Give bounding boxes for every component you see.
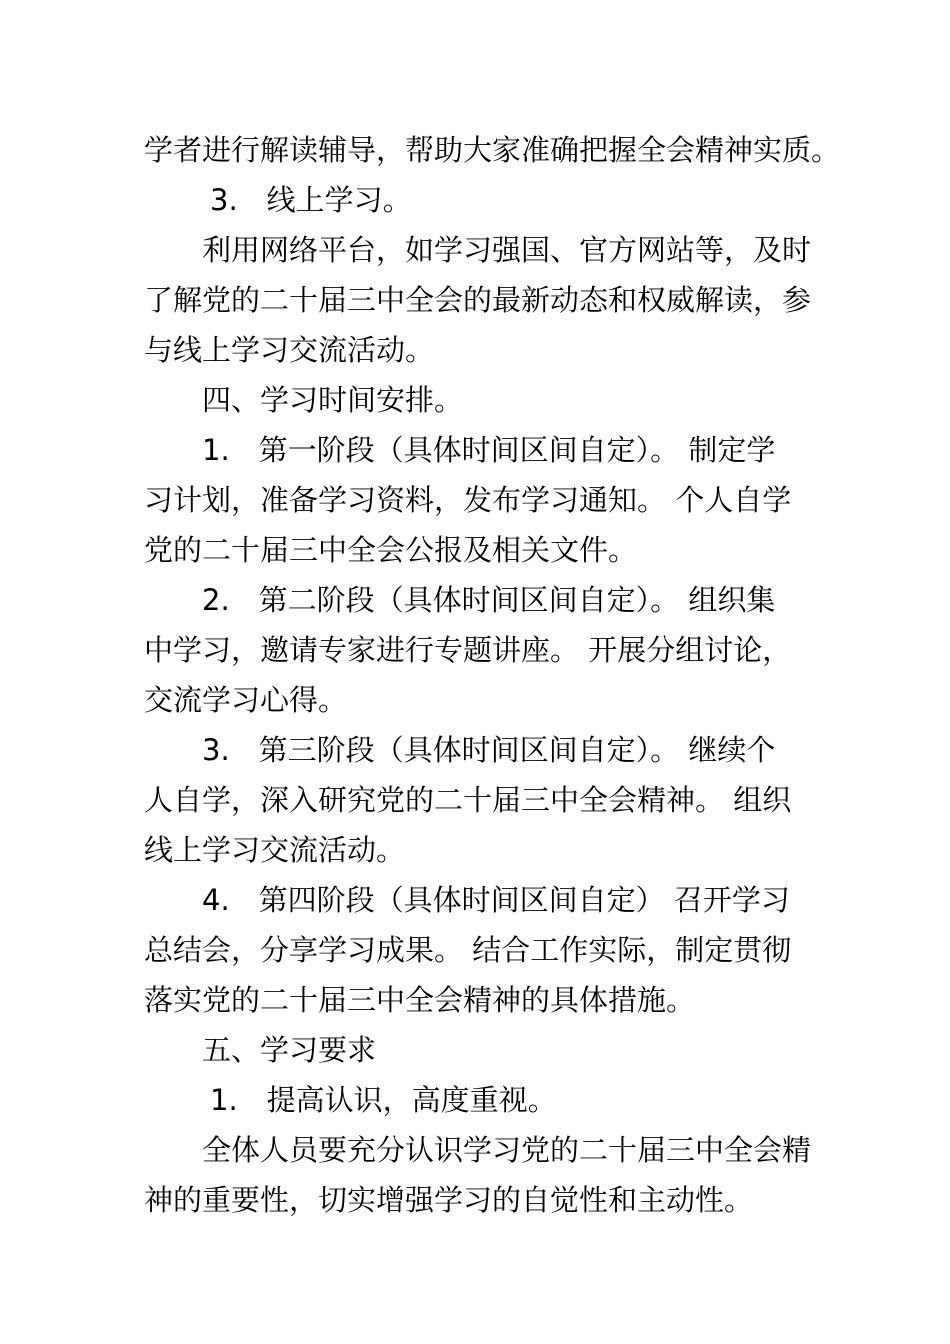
text-line: 了解党的二十届三中全会的最新动态和权威解读，参 bbox=[144, 283, 812, 317]
text-line: 总结会，分享学习成果。 结合工作实际，制定贯彻 bbox=[144, 933, 792, 967]
text-line: 1. 第一阶段（具体时间区间自定）。 制定学 bbox=[202, 433, 776, 467]
text-line: 2. 第二阶段（具体时间区间自定）。 组织集 bbox=[202, 583, 776, 617]
section-heading: 四、学习时间安排。 bbox=[202, 383, 464, 417]
text-line: 落实党的二十届三中全会精神的具体措施。 bbox=[144, 983, 696, 1017]
text-line: 利用网络平台，如学习强国、官方网站等，及时 bbox=[202, 233, 812, 267]
text-line: 党的二十届三中全会公报及相关文件。 bbox=[144, 533, 638, 567]
text-line: 学者进行解读辅导，帮助大家准确把握全会精神实质。 bbox=[144, 133, 841, 167]
text-line: 与线上学习交流活动。 bbox=[144, 333, 435, 367]
text-line: 线上学习交流活动。 bbox=[144, 833, 406, 867]
section-heading: 五、学习要求 bbox=[202, 1033, 377, 1067]
text-line: 4. 第四阶段（具体时间区间自定） 召开学习 bbox=[202, 883, 790, 917]
text-line: 神的重要性，切实增强学习的自觉性和主动性。 bbox=[144, 1183, 754, 1217]
section-heading: 1. 提高认识，高度重视。 bbox=[210, 1083, 557, 1117]
text-line: 习计划，准备学习资料，发布学习通知。 个人自学 bbox=[144, 483, 792, 517]
text-line: 中学习，邀请专家进行专题讲座。 开展分组讨论， bbox=[144, 633, 792, 667]
text-line: 3. 第三阶段（具体时间区间自定）。 继续个 bbox=[202, 733, 776, 767]
text-line: 交流学习心得。 bbox=[144, 683, 348, 717]
text-line: 人自学，深入研究党的二十届三中全会精神。 组织 bbox=[144, 783, 792, 817]
text-line: 全体人员要充分认识学习党的二十届三中全会精 bbox=[202, 1133, 812, 1167]
section-heading: 3. 线上学习。 bbox=[210, 183, 412, 217]
